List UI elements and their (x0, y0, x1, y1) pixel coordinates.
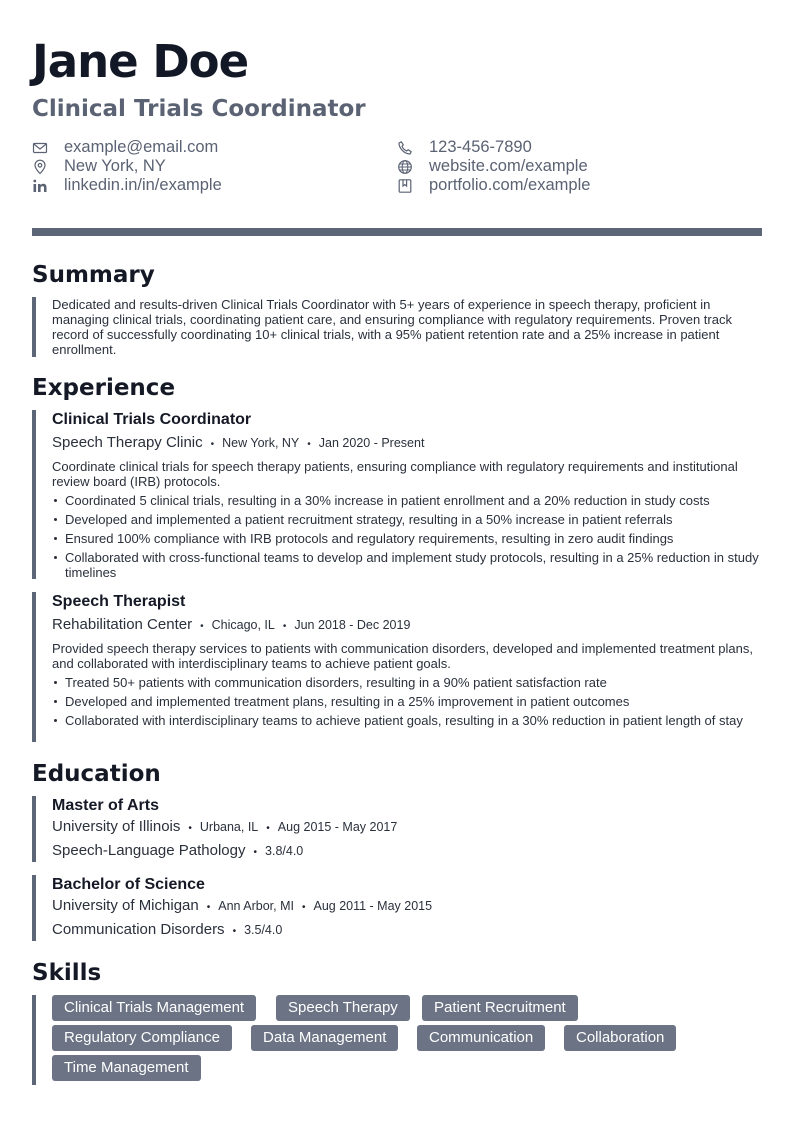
school-location: Ann Arbor, MI (218, 899, 294, 913)
study-dates: Aug 2011 - May 2015 (313, 899, 433, 913)
employer-location: Chicago, IL (211, 618, 275, 632)
position-description: Coordinate clinical trials for speech therapy patients, ensuring compliance with regulatory requirements and institutional review board (IRB) protocols. (52, 459, 738, 489)
contact-website[interactable] (397, 157, 588, 176)
skill-chip: Time Management (52, 1055, 201, 1081)
skill-chip: Communication (417, 1025, 545, 1051)
position-description: Provided speech therapy services to patients with communication disorders, developed and implemented treatment plans, and collaborated with interdisciplinary teams to achieve patient goals. (52, 641, 753, 671)
achievement-item: Coordinated 5 clinical trials, resulting in a 30% increase in patient enrollment and a 20% reduction in study costs (52, 493, 762, 508)
summary-heading: Summary (32, 262, 155, 288)
field-of-study: Speech-Language Pathology (52, 842, 246, 859)
contact-email[interactable] (32, 138, 218, 157)
gpa: 3.5/4.0 (244, 923, 283, 937)
contact-phone[interactable] (397, 138, 532, 157)
skill-chip: Clinical Trials Management (52, 995, 256, 1021)
summary-block (32, 297, 762, 357)
achievement-item: Developed and implemented a patient recruitment strategy, resulting in a 50% increase in patient referrals (52, 512, 762, 527)
employer-name: Rehabilitation Center (52, 616, 193, 633)
achievement-list (52, 675, 762, 728)
school-name: University of Michigan (52, 897, 199, 914)
portfolio-text: portfolio.com/example (429, 176, 591, 194)
skills-block (32, 995, 762, 1085)
study-dates: Aug 2015 - May 2017 (277, 820, 398, 834)
field-meta: Speech-Language Pathology • 3.8/4.0 (52, 842, 304, 859)
phone-text: 123-456-7890 (429, 138, 532, 156)
map-pin-icon (32, 159, 48, 175)
linkedin-icon (32, 178, 48, 194)
header-divider (32, 228, 762, 236)
envelope-icon (32, 140, 48, 156)
bookmark-icon (397, 178, 413, 194)
experience-heading: Experience (32, 375, 176, 401)
location-text: New York, NY (64, 157, 166, 175)
employment-dates: Jan 2020 - Present (318, 436, 425, 450)
skill-chip: Regulatory Compliance (52, 1025, 232, 1051)
email-text: example@email.com (64, 138, 219, 156)
achievement-item: Ensured 100% compliance with IRB protocols and regulatory requirements, resulting in zero audit findings (52, 531, 762, 546)
school-location: Urbana, IL (199, 820, 259, 834)
employment-dates: Jun 2018 - Dec 2019 (294, 618, 411, 632)
degree-title: Bachelor of Science (52, 876, 205, 893)
skill-chip: Collaboration (564, 1025, 676, 1051)
field-of-study: Communication Disorders (52, 921, 225, 938)
position-title: Clinical Trials Coordinator (52, 411, 252, 428)
school-meta: University of Michigan • Ann Arbor, MI • Aug 2011 - May 2015 (52, 897, 433, 914)
globe-icon (397, 159, 413, 175)
contact-portfolio[interactable] (397, 176, 590, 195)
skill-chip: Patient Recruitment (422, 995, 578, 1021)
achievement-item: Developed and implemented treatment plans, resulting in a 25% improvement in patient outcomes (52, 694, 762, 709)
field-meta: Communication Disorders • 3.5/4.0 (52, 921, 283, 938)
achievement-item: Collaborated with interdisciplinary teams to achieve patient goals, resulting in a 30% reduction in patient length of stay (52, 713, 762, 728)
position-meta: Speech Therapy Clinic • New York, NY • Jan 2020 - Present (52, 434, 425, 451)
contact-info (32, 138, 762, 198)
experience-item (32, 410, 762, 579)
website-text: website.com/example (429, 157, 588, 175)
employer-name: Speech Therapy Clinic (52, 434, 203, 451)
skill-chip: Speech Therapy (276, 995, 410, 1021)
school-name: University of Illinois (52, 818, 181, 835)
education-item (32, 796, 762, 862)
phone-icon (397, 140, 413, 156)
candidate-name: Jane Doe (32, 35, 249, 88)
summary-text: Dedicated and results-driven Clinical Trials Coordinator with 5+ years of experience in speech therapy, proficient in managing clinical trials, coordinating patient care, and ensuring compliance with regulatory requirements. Proven track record of successfully coordinating 10+ clinical trials, with a 95% patient retention rate and a 25% increase in patient enrollment. (52, 297, 732, 357)
education-heading: Education (32, 761, 161, 787)
contact-linkedin[interactable] (32, 176, 222, 195)
position-meta: Rehabilitation Center • Chicago, IL • Jun 2018 - Dec 2019 (52, 616, 411, 633)
school-meta: University of Illinois • Urbana, IL • Aug 2015 - May 2017 (52, 818, 398, 835)
degree-title: Master of Arts (52, 797, 159, 814)
contact-location (32, 157, 166, 176)
skills-heading: Skills (32, 960, 102, 986)
skill-chip: Data Management (251, 1025, 398, 1051)
experience-item (32, 592, 762, 742)
gpa: 3.8/4.0 (265, 844, 304, 858)
linkedin-text: linkedin.in/in/example (64, 176, 222, 194)
employer-location: New York, NY (222, 436, 300, 450)
achievement-item: Collaborated with cross-functional teams to develop and implement study protocols, resulting in a 25% reduction in study timelines (52, 550, 762, 580)
education-item (32, 875, 762, 941)
position-title: Speech Therapist (52, 593, 186, 610)
achievement-item: Treated 50+ patients with communication disorders, resulting in a 90% patient satisfaction rate (52, 675, 762, 690)
job-title-heading: Clinical Trials Coordinator (32, 96, 366, 122)
achievement-list (52, 493, 762, 580)
